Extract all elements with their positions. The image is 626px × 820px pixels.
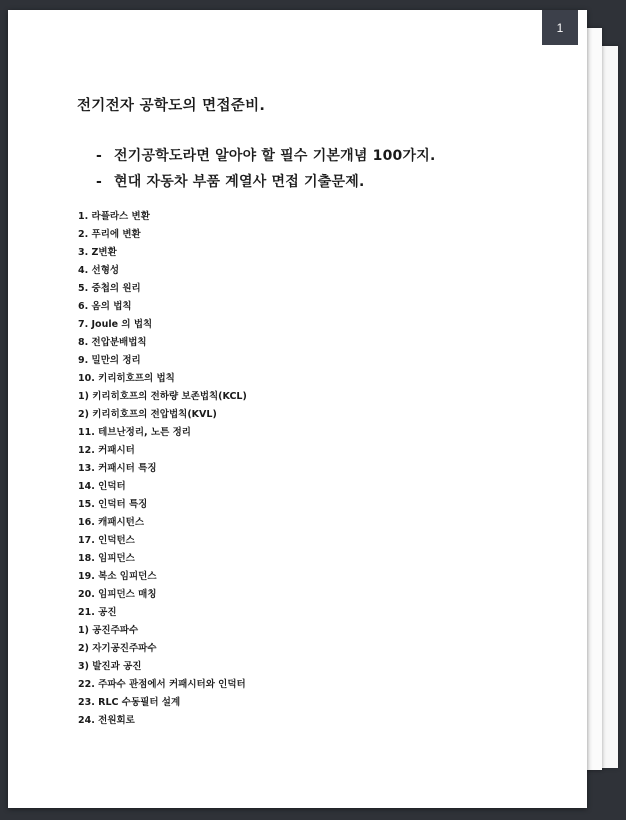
topic-item: 8. 전압분배법칙: [78, 337, 147, 348]
topic-item: 3. Z변환: [78, 247, 117, 258]
bullet-text: 전기공학도라면 알아야 할 필수 기본개념 100가지.: [114, 148, 436, 164]
topic-item: 19. 복소 임피던스: [78, 571, 157, 582]
topic-item: 21. 공진: [78, 607, 117, 618]
topic-item: 17. 인덕턴스: [78, 535, 135, 546]
topic-item: 16. 캐패시턴스: [78, 517, 145, 528]
topic-item: 3) 발진과 공진: [78, 661, 142, 672]
topic-item: 10. 키리히호프의 법칙: [78, 373, 175, 384]
topic-list: [78, 208, 247, 730]
topic-item: 1) 공진주파수: [78, 625, 139, 636]
topic-item: 2) 자기공진주파수: [78, 643, 157, 654]
topic-item: 6. 옴의 법칙: [78, 301, 132, 312]
topic-item: 1. 라플라스 변환: [78, 211, 150, 222]
topic-item: 4. 선형성: [78, 265, 120, 276]
bullet-dash: -: [96, 174, 103, 190]
document-page[interactable]: [8, 10, 587, 808]
bullet-item: [96, 169, 435, 195]
page-number-badge: 1: [542, 10, 578, 45]
topic-item: 7. Joule 의 법칙: [78, 319, 153, 330]
topic-item: 22. 주파수 관점에서 커패시터와 인덕터: [78, 679, 246, 690]
subtitle-bullets: [96, 143, 435, 195]
topic-item: 23. RLC 수동필터 설계: [78, 697, 181, 708]
topic-item: 2. 푸리에 변환: [78, 229, 141, 240]
bullet-text: 현대 자동차 부품 계열사 면접 기출문제.: [114, 174, 365, 190]
document-title: 전기전자 공학도의 면접준비.: [77, 98, 266, 114]
topic-item: 9. 밀만의 정리: [78, 355, 141, 366]
topic-item: 15. 인덕터 특징: [78, 499, 148, 510]
bullet-item: [96, 143, 435, 169]
topic-item: 18. 임피던스: [78, 553, 135, 564]
topic-item: 11. 테브난정리, 노튼 정리: [78, 427, 191, 438]
topic-item: 24. 전원회로: [78, 715, 135, 726]
topic-item: 14. 인덕터: [78, 481, 126, 492]
topic-item: 12. 커패시터: [78, 445, 135, 456]
topic-item: 13. 커패시터 특징: [78, 463, 157, 474]
topic-item: 20. 임피던스 매칭: [78, 589, 157, 600]
topic-item: 5. 중첩의 원리: [78, 283, 141, 294]
topic-item: 1) 키리히호프의 전하량 보존법칙(KCL): [78, 391, 247, 402]
topic-item: 2) 키리히호프의 전압법칙(KVL): [78, 409, 217, 420]
bullet-dash: -: [96, 148, 103, 164]
